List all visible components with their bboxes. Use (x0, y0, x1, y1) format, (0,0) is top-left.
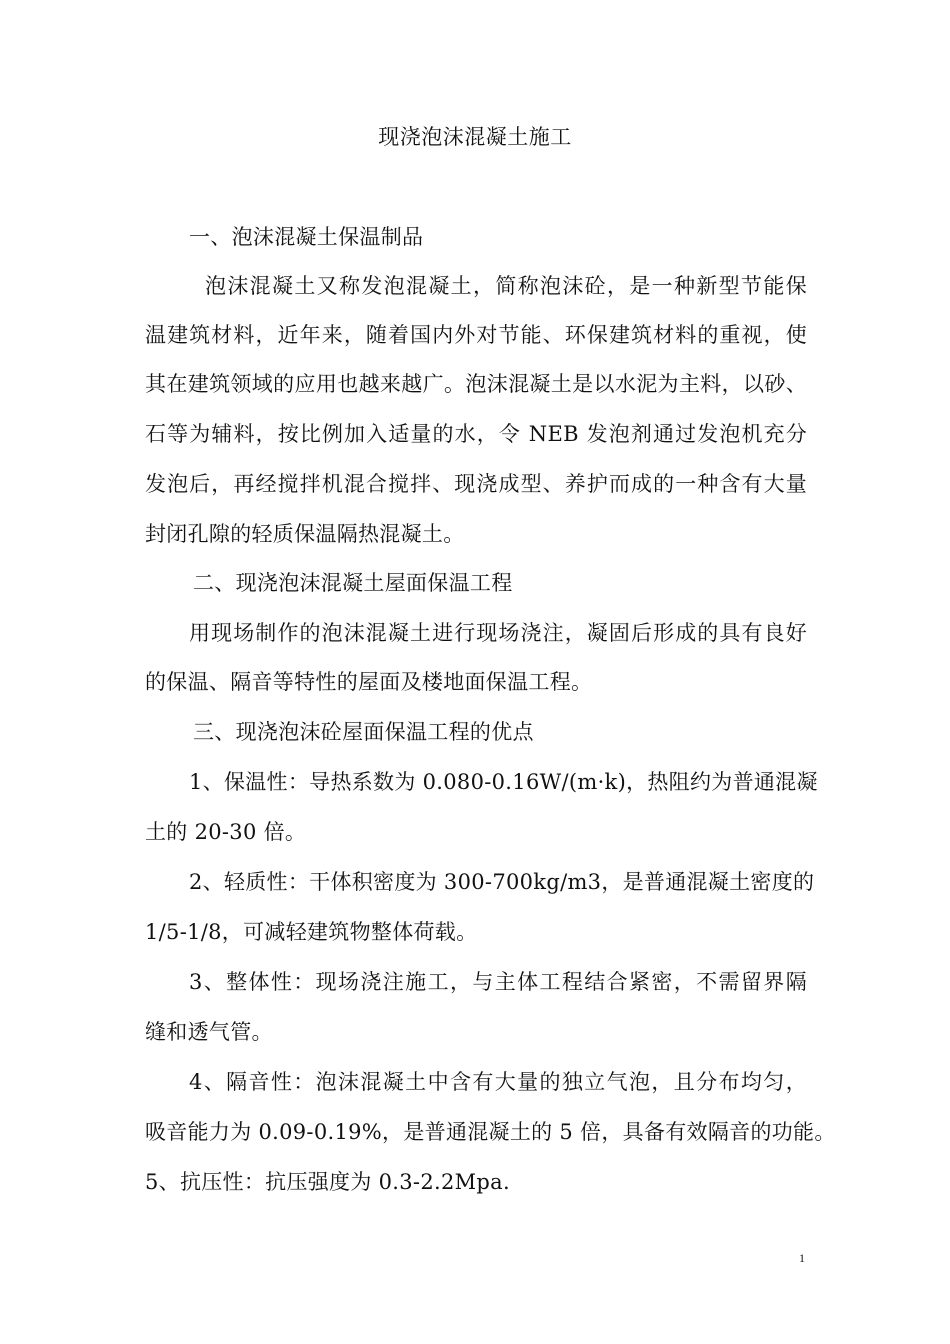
paragraph-line: 泡沫混凝土又称发泡混凝土，简称泡沫砼，是一种新型节能保 (205, 274, 807, 298)
section-heading-3: 三、现浇泡沫砼屋面保温工程的优点 (193, 720, 534, 744)
list-item-line: 1、保温性：导热系数为 0.080-0.16W/(m·k)，热阻约为普通混凝 (189, 770, 818, 794)
list-item-line: 2、轻质性：干体积密度为 300-700kg/m3，是普通混凝土密度的 (189, 870, 815, 894)
list-item-line: 吸音能力为 0.09-0.19%，是普通混凝土的 5 倍，具备有效隔音的功能。 (145, 1120, 836, 1144)
list-item-line: 缝和透气管。 (145, 1020, 273, 1044)
list-item-line: 土的 20-30 倍。 (145, 820, 307, 844)
paragraph-line: 石等为辅料，按比例加入适量的水，令 NEB 发泡剂通过发泡机充分 (145, 422, 807, 446)
document-title: 现浇泡沫混凝土施工 (378, 125, 572, 149)
list-item-line: 3、整体性：现场浇注施工，与主体工程结合紧密，不需留界隔 (189, 970, 807, 994)
section-heading-2: 二、现浇泡沫混凝土屋面保温工程 (193, 571, 513, 595)
paragraph-line: 用现场制作的泡沫混凝土进行现场浇注，凝固后形成的具有良好 (189, 621, 807, 645)
paragraph-line: 的保温、隔音等特性的屋面及楼地面保温工程。 (145, 670, 593, 694)
paragraph-line: 封闭孔隙的轻质保温隔热混凝土。 (145, 522, 465, 546)
paragraph-line: 其在建筑领域的应用也越来越广。泡沫混凝土是以水泥为主料，以砂、 (145, 372, 807, 396)
paragraph-line: 发泡后，再经搅拌机混合搅拌、现浇成型、养护而成的一种含有大量 (145, 472, 807, 496)
page-number: 1 (799, 1251, 805, 1265)
section-heading-1: 一、泡沫混凝土保温制品 (189, 225, 424, 249)
list-item-line: 4、隔音性：泡沫混凝土中含有大量的独立气泡，且分布均匀， (189, 1070, 807, 1094)
list-item-line: 1/5-1/8，可减轻建筑物整体荷载。 (145, 920, 478, 944)
paragraph-line: 温建筑材料，近年来，随着国内外对节能、环保建筑材料的重视，使 (145, 323, 807, 347)
list-item-line: 5、抗压性：抗压强度为 0.3-2.2Mpa. (145, 1170, 510, 1194)
